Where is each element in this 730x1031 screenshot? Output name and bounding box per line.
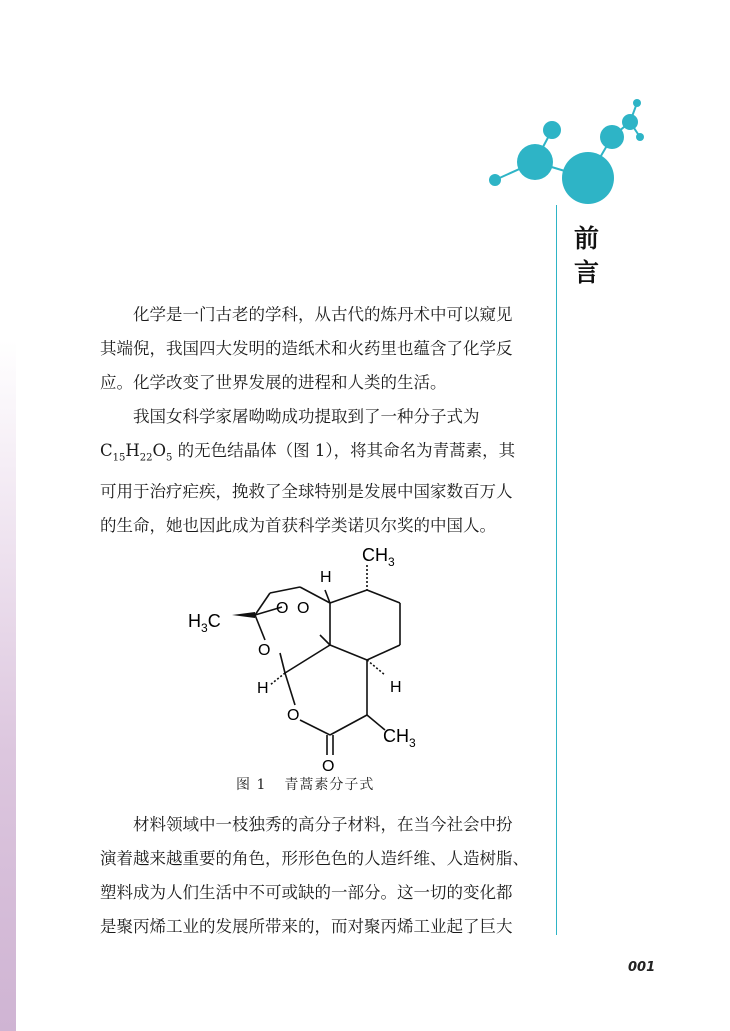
page-title <box>574 222 614 290</box>
structure-label: H <box>390 679 402 696</box>
page-number: 001 <box>628 960 656 975</box>
paragraph-line: 塑料成为人们生活中不可或缺的一部分。这一切的变化都 <box>100 883 513 902</box>
paragraph-line: 其端倪，我国四大发明的造纸术和火药里也蕴含了化学反 <box>100 339 513 358</box>
figure-caption-number: 图 1 <box>236 777 267 793</box>
structure-label: H <box>320 569 332 586</box>
formula-c-sub: 15 <box>112 452 126 464</box>
paragraph-line: 我国女科学家屠呦呦成功提取到了一种分子式为 <box>133 407 480 426</box>
structure-label: $CH_3$ <box>362 545 395 569</box>
formula-h: H <box>125 441 140 460</box>
paragraph-text: 的无色结晶体（图 1），将其命名为青蒿素，其 <box>177 441 516 460</box>
paragraph-3 <box>100 808 538 944</box>
paragraph-line-formula <box>100 434 538 475</box>
paragraph-1 <box>100 298 538 400</box>
structure-label: $H_3C$ <box>188 611 221 635</box>
paragraph-line: 演着越来越重要的角色，形形色色的人造纤维、人造树脂、 <box>100 849 529 868</box>
structure-label: O <box>322 758 335 775</box>
title-char-1: 前 <box>574 224 600 253</box>
paragraph-line: 是聚丙烯工业的发展所带来的，而对聚丙烯工业起了巨大 <box>100 917 513 936</box>
artemisinin-structure-figure <box>170 535 470 780</box>
paragraph-line: 应。化学改变了世界发展的进程和人类的生活。 <box>100 373 447 392</box>
structure-label: O <box>287 707 300 724</box>
figure-caption <box>236 774 374 794</box>
formula-o-sub: 5 <box>166 452 173 464</box>
accent-vertical-line <box>556 205 557 935</box>
title-char-2: 言 <box>574 258 600 287</box>
paragraph-line: 化学是一门古老的学科，从古代的炼丹术中可以窥见 <box>133 305 513 324</box>
formula-c: C <box>100 441 113 460</box>
left-decorative-band <box>0 340 16 1031</box>
structure-label: H <box>257 680 269 697</box>
paragraph-line: 可用于治疗疟疾，挽救了全球特别是发展中国家数百万人 <box>100 482 513 502</box>
structure-label: O <box>258 642 271 659</box>
formula-o: O <box>152 441 167 460</box>
figure-caption-text: 青蒿素分子式 <box>284 777 375 793</box>
structure-label: $CH_3$ <box>383 726 416 750</box>
structure-label: O <box>276 600 289 617</box>
paragraph-line: 材料领域中一枝独秀的高分子材料，在当今社会中扮 <box>133 815 513 834</box>
paragraph-2 <box>100 400 538 543</box>
formula-h-sub: 22 <box>139 452 153 464</box>
molecule-decoration-icon <box>480 90 650 220</box>
paragraph-line: 的生命，她也因此成为首获科学类诺贝尔奖的中国人。 <box>100 516 496 536</box>
structure-label: O <box>297 600 310 617</box>
